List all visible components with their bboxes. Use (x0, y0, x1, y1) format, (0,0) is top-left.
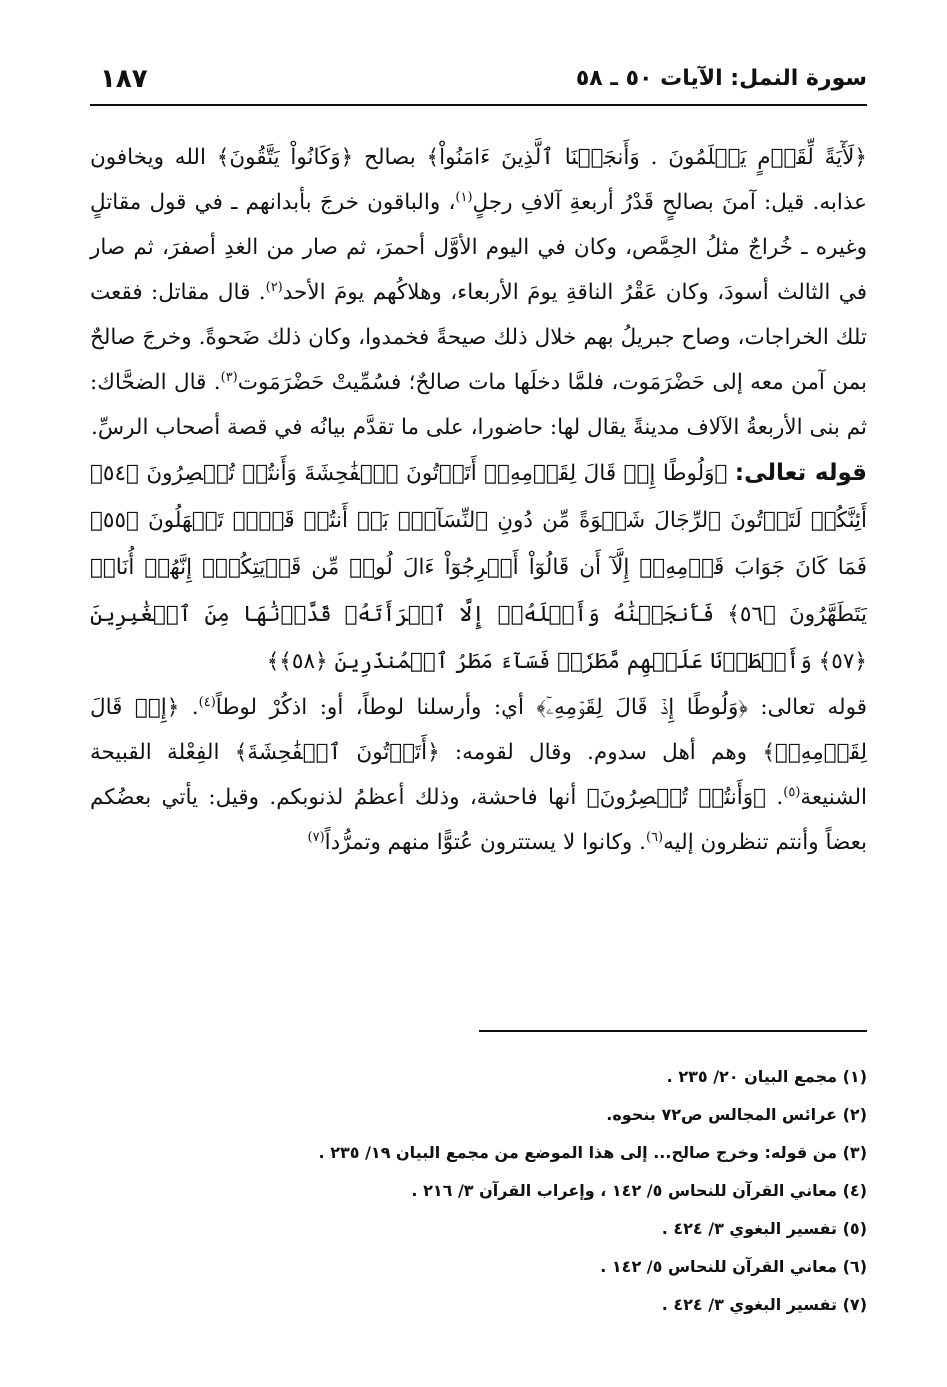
footnote-6: (٦) معاني القرآن للنحاس ٥/ ١٤٢ . (600, 1257, 867, 1276)
running-title: سورة النمل: الآيات ٥٠ ـ ٥٨ (575, 66, 867, 91)
quran-lead: قوله تعالى: (734, 460, 867, 486)
main-text (90, 135, 867, 865)
footnote-ref-1: (١) (455, 189, 473, 205)
paragraph-2 (90, 685, 867, 865)
paragraph-1-text-a: ﴿لَأٓيَةً لِّقَوۡمٍ يَعۡلَمُونَ . وَأَنجَيۡنَا ٱلَّذِينَ ءَامَنُواْ﴾ بصالح ﴿وَكَانُواْ يَتَّقُونَ﴾ الله ويخافون عذابه. قيل: آمنَ بصالحٍ قَدْرُ أربعةِ آلافِ رجلٍ (90, 145, 867, 215)
page-header (90, 62, 867, 106)
paragraph-1 (90, 135, 867, 450)
footnote-ref-5: (٥) (783, 784, 801, 800)
footnote-rule (479, 1030, 867, 1032)
footnote-ref-3: (٣) (220, 369, 238, 385)
footnote-7: (٧) تفسير البغوي ٣/ ٤٢٤ . (661, 1295, 867, 1314)
paragraph-2-text-c: . ﴿وَأَنتُمۡ تُبۡصِرُونَ﴾ أنها فاحشة، وذلك أعظمُ لذنوبكم. وقيل: يأتي بعضُكم بعضاً وأنتم تنظرون إليه (90, 785, 867, 855)
footnote-5: (٥) تفسير البغوي ٣/ ٤٢٤ . (661, 1219, 867, 1238)
quran-verses: ﴿وَلُوطًا إِذۡ قَالَ لِقَوۡمِهِۦٓ أَتَأۡتُونَ ٱلۡفَٰحِشَةَ وَأَنتُمۡ تُبۡصِرُونَ ﴿٥٤﴾ أَئِنَّكُمۡ لَتَأۡتُونَ ٱلرِّجَالَ شَهۡوَةً مِّن دُونِ ٱلنِّسَآءِۚ بَلۡ أَنتُمۡ قَوۡمٞ تَجۡهَلُونَ ﴿٥٥﴾ فَمَا كَانَ جَوَابَ قَوۡمِهِۦٓ إِلَّآ أَن قَالُوٓاْ أَخۡرِجُوٓاْ ءَالَ لُوطٖ مِّن قَرۡيَتِكُمۡۖ إِنَّهُمۡ أُنَاسٞ يَتَطَهَّرُونَ ﴿٥٦﴾ فَأَنجَيۡنَٰهُ وَأَهۡلَهُۥٓ إِلَّا ٱمۡرَأَتَهُۥ قَدَّرۡنَٰهَا مِنَ ٱلۡغَٰبِرِينَ ﴿٥٧﴾ وَأَمۡطَرۡنَا عَلَيۡهِم مَّطَرٗاۖ فَسَآءَ مَطَرُ ٱلۡمُنذَرِينَ ﴿٥٨﴾﴾ (90, 461, 867, 674)
footnote-4: (٤) معاني القرآن للنحاس ٥/ ١٤٢ ، وإعراب القرآن ٣/ ٢١٦ . (411, 1181, 867, 1200)
footnote-ref-7: (٧) (307, 829, 325, 845)
paragraph-2-text-b: . ﴿إِذۡ قَالَ لِقَوۡمِهِۦٓ﴾ وهم أهل سدوم. وقال لقومه: ﴿أَتَأۡتُونَ ٱلۡفَٰحِشَةَ﴾ الفِعْلة القبيحة الشنيعة (90, 695, 867, 810)
footnote-ref-2: (٢) (265, 279, 283, 295)
paragraph-1-text-c: . قال مقاتل: فقعت تلك الخراجات، وصاح جبريلُ بهم خلال ذلك صيحةً فخمدوا، وكان ذلك ضَحوةً. وخرجَ صالحٌ بمن آمن معه إلى حَضْرَمَوت، فلمَّا دخلَها مات صالحٌ؛ فسُمِّيتْ حَضْرَمَوت (90, 280, 867, 395)
footnote-3: (٣) من قوله: وخرج صالح... إلى هذا الموضع من مجمع البيان ١٩/ ٢٣٥ . (318, 1143, 867, 1162)
paragraph-1-text-b: ، والباقون خرجَ بأبدانهم ـ في قول مقاتلٍ وغيره ـ خُراجٌ مثلُ الحِمَّص، وكان في اليوم الأوَّل أحمرَ، ثم صار من الغدِ أصفرَ، ثم صار في الثالث أسودَ، وكان عَقْرُ الناقةِ يومَ الأربعاء، وهلاكُهم يومَ الأحد (90, 190, 867, 305)
footnote-2: (٢) عرائس المجالس ص٧٢ بنحوه. (606, 1105, 867, 1124)
quran-passage (90, 450, 867, 685)
paragraph-2-text-d: . وكانوا لا يستترون عُتوًّا منهم وتمرُّداً (324, 830, 646, 855)
paragraph-2-text-a: قوله تعالى: ﴿وَلُوطًا إِذۡ قَالَ لِقَوۡمِهِۦٓ﴾ أي: وأرسلنا لوطاً، أو: اذكُرْ لوطاً (215, 695, 867, 720)
footnotes-list (90, 1058, 867, 1324)
footnote-ref-6: (٦) (645, 829, 664, 845)
header-rule (90, 104, 867, 106)
footnote-1: (١) مجمع البيان ٢٠/ ٢٣٥ . (666, 1067, 867, 1086)
footnote-ref-4: (٤) (198, 694, 216, 710)
page-number: ١٨٧ (100, 64, 148, 94)
paragraph-1-text-d: . قال الضحَّاك: ثم بنى الأربعةُ الآلاف مدينةً يقال لها: حاضورا، على ما تقدَّم بيانُه في قصة أصحاب الرسِّ. (90, 370, 867, 440)
